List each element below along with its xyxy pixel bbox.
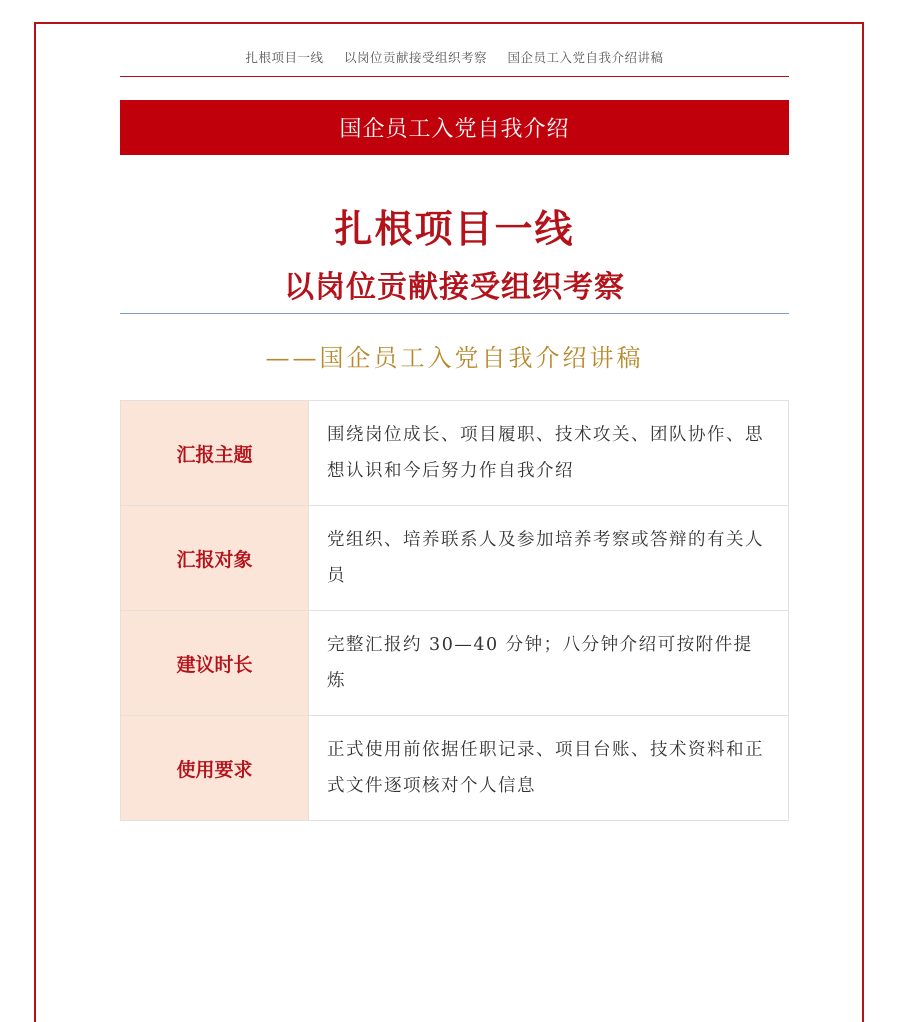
row-value: 党组织、培养联系人及参加培养考察或答辩的有关人员 — [309, 506, 789, 611]
title-divider — [120, 313, 789, 314]
main-title-line-1: 扎根项目一线 — [334, 207, 575, 251]
running-header-part-1: 扎根项目一线 — [245, 50, 324, 65]
main-title-line-2: 以岗位贡献接受组织考察 — [284, 270, 625, 305]
title-banner — [120, 100, 789, 155]
running-header-part-2: 以岗位贡献接受组织考察 — [343, 50, 487, 65]
table-row — [121, 506, 789, 611]
banner-title: 国企员工入党自我介绍 — [339, 117, 570, 142]
row-value: 围绕岗位成长、项目履职、技术攻关、团队协作、思想认识和今后努力作自我介绍 — [309, 401, 789, 506]
row-label: 建议时长 — [121, 611, 309, 716]
subtitle: ——国企员工入党自我介绍讲稿 — [265, 344, 644, 372]
row-label: 汇报对象 — [121, 506, 309, 611]
header-rule — [120, 76, 789, 77]
table-row — [121, 611, 789, 716]
row-label: 汇报主题 — [121, 401, 309, 506]
running-header-part-3: 国企员工入党自我介绍讲稿 — [507, 50, 664, 65]
running-header — [120, 48, 789, 66]
row-value: 完整汇报约 30—40 分钟；八分钟介绍可按附件提炼 — [309, 611, 789, 716]
table-row — [121, 401, 789, 506]
info-table — [120, 400, 789, 821]
table-row — [121, 716, 789, 821]
row-value: 正式使用前依据任职记录、项目台账、技术资料和正式文件逐项核对个人信息 — [309, 716, 789, 821]
row-label: 使用要求 — [121, 716, 309, 821]
